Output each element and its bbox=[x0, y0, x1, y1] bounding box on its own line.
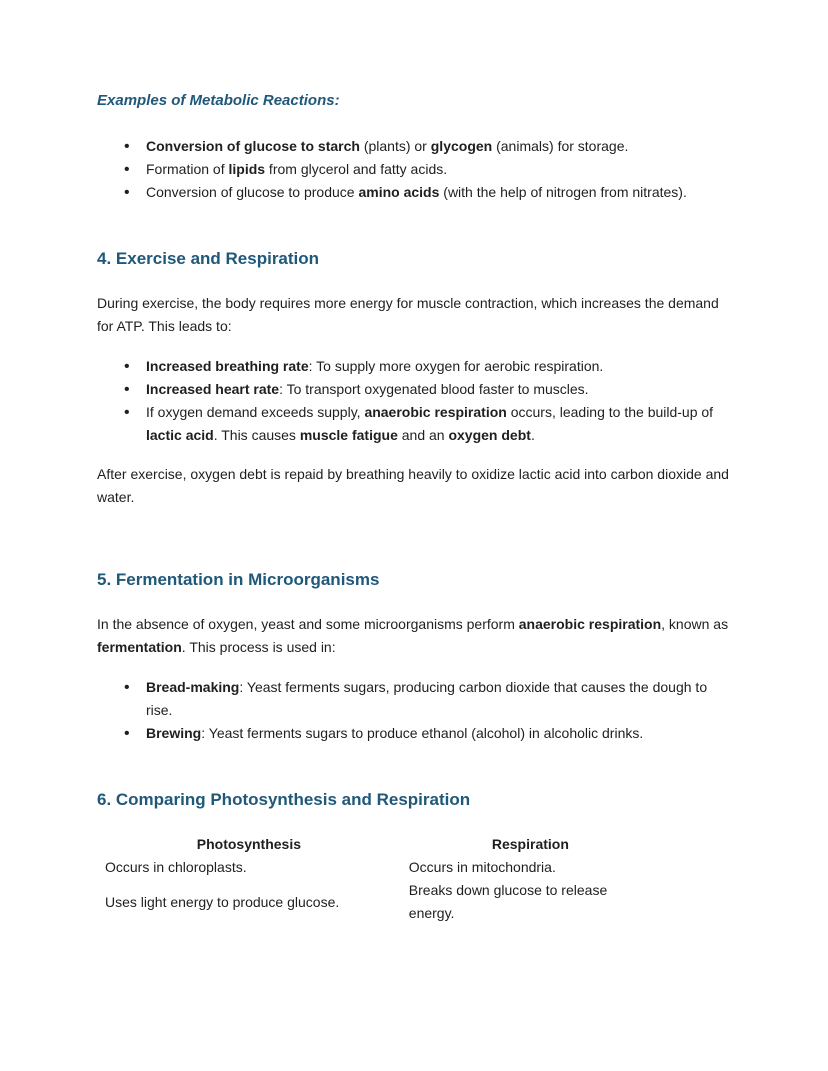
list-item: • Increased breathing rate: To supply more oxygen for aerobic respiration. bbox=[97, 355, 731, 378]
section-heading-comparison: 6. Comparing Photosynthesis and Respiration bbox=[97, 790, 471, 809]
table-row bbox=[97, 879, 660, 925]
table-cell: Occurs in mitochondria. bbox=[408, 859, 556, 875]
fermentation-intro-paragraph: In the absence of oxygen, yeast and some microorganisms perform anaerobic respiration, known as fermentation. This process is used in: bbox=[97, 616, 729, 655]
table-header-row bbox=[97, 833, 660, 856]
list-item: • Conversion of glucose to starch (plants) or glycogen (animals) for storage. bbox=[97, 135, 731, 158]
oxygen-debt-paragraph: After exercise, oxygen debt is repaid by breathing heavily to oxidize lactic acid into carbon dioxide and water. bbox=[97, 466, 729, 505]
table-cell: Occurs in chloroplasts. bbox=[105, 859, 247, 875]
photosynthesis-respiration-table bbox=[97, 833, 660, 925]
section-heading-fermentation: 5. Fermentation in Microorganisms bbox=[97, 570, 380, 589]
table-cell: Breaks down glucose to release energy. bbox=[408, 882, 608, 921]
intro-heading: Examples of Metabolic Reactions: bbox=[97, 92, 340, 109]
list-item: • If oxygen demand exceeds supply, anaerobic respiration occurs, leading to the build-up of lactic acid. This causes muscle fatigue and an oxygen debt. bbox=[97, 401, 731, 447]
list-item: • Brewing: Yeast ferments sugars to produce ethanol (alcohol) in alcoholic drinks. bbox=[97, 722, 731, 745]
list-item: • Bread-making: Yeast ferments sugars, producing carbon dioxide that causes the dough to rise. bbox=[97, 676, 731, 722]
list-item: • Conversion of glucose to produce amino acids (with the help of nitrogen from nitrates). bbox=[97, 181, 731, 204]
metabolic-reactions-list bbox=[97, 135, 731, 204]
exercise-effects-list bbox=[97, 355, 731, 447]
column-header-respiration: Respiration bbox=[491, 836, 569, 852]
table-cell: Uses light energy to produce glucose. bbox=[105, 893, 340, 910]
exercise-intro-paragraph: During exercise, the body requires more energy for muscle contraction, which increases the demand for ATP. This leads to: bbox=[97, 295, 719, 334]
list-item: • Increased heart rate: To transport oxygenated blood faster to muscles. bbox=[97, 378, 731, 401]
section-heading-exercise-respiration: 4. Exercise and Respiration bbox=[97, 249, 320, 268]
column-header-photosynthesis: Photosynthesis bbox=[196, 836, 302, 852]
list-item: • Formation of lipids from glycerol and fatty acids. bbox=[97, 158, 731, 181]
table-row bbox=[97, 856, 660, 879]
fermentation-uses-list bbox=[97, 676, 731, 745]
